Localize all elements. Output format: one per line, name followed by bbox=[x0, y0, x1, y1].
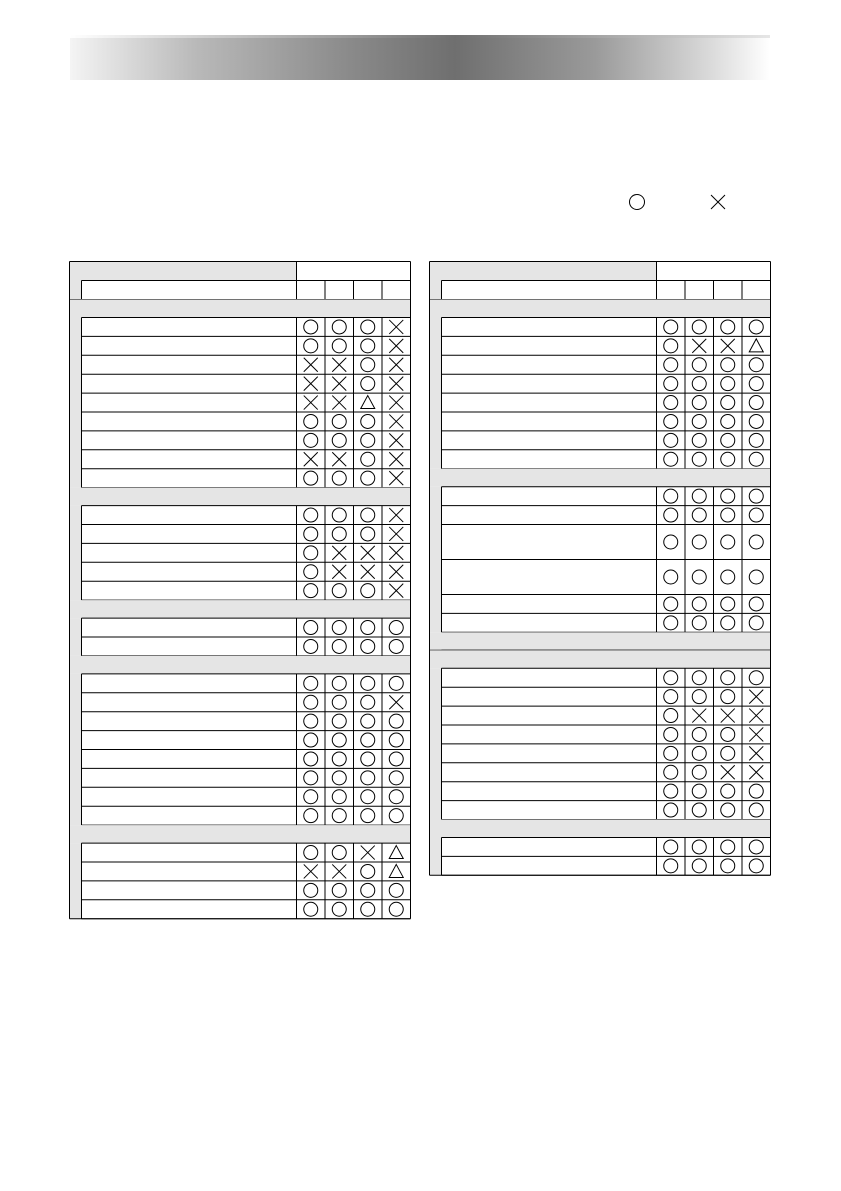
circle-mark-icon bbox=[692, 727, 706, 741]
circle-mark-icon bbox=[749, 508, 763, 522]
circle-mark-icon bbox=[692, 320, 706, 334]
section-band bbox=[430, 650, 771, 668]
circle-mark-icon bbox=[692, 859, 706, 873]
circle-mark-icon bbox=[749, 616, 763, 630]
circle-mark-icon bbox=[721, 671, 735, 685]
circle-mark-icon bbox=[692, 570, 706, 584]
circle-mark-icon bbox=[749, 452, 763, 466]
circle-mark-icon bbox=[664, 690, 678, 704]
cross-mark-icon bbox=[721, 765, 735, 779]
cross-mark-icon bbox=[749, 690, 763, 704]
circle-mark-icon bbox=[692, 377, 706, 391]
circle-mark-icon bbox=[664, 840, 678, 854]
circle-mark-icon bbox=[749, 433, 763, 447]
circle-mark-icon bbox=[721, 535, 735, 549]
section-gutter bbox=[430, 318, 442, 469]
circle-mark-icon bbox=[664, 765, 678, 779]
circle-mark-icon bbox=[692, 396, 706, 410]
circle-mark-icon bbox=[749, 396, 763, 410]
section-band bbox=[430, 632, 771, 650]
circle-mark-icon bbox=[721, 489, 735, 503]
circle-mark-icon bbox=[692, 690, 706, 704]
cross-mark-icon bbox=[749, 727, 763, 741]
circle-mark-icon bbox=[749, 320, 763, 334]
circle-mark-icon bbox=[664, 433, 678, 447]
circle-mark-icon bbox=[664, 489, 678, 503]
circle-mark-icon bbox=[692, 671, 706, 685]
circle-mark-icon bbox=[721, 452, 735, 466]
circle-mark-icon bbox=[664, 339, 678, 353]
circle-mark-icon bbox=[749, 358, 763, 372]
circle-mark-icon bbox=[721, 433, 735, 447]
circle-mark-icon bbox=[749, 840, 763, 854]
circle-mark-icon bbox=[664, 570, 678, 584]
circle-mark-icon bbox=[721, 320, 735, 334]
circle-mark-icon bbox=[721, 377, 735, 391]
circle-mark-icon bbox=[664, 803, 678, 817]
cross-mark-icon bbox=[692, 339, 706, 353]
circle-mark-icon bbox=[692, 535, 706, 549]
subheader-cell bbox=[442, 281, 657, 300]
circle-mark-icon bbox=[664, 320, 678, 334]
circle-mark-icon bbox=[749, 377, 763, 391]
circle-mark-icon bbox=[749, 570, 763, 584]
section-gutter bbox=[430, 487, 442, 633]
circle-mark-icon bbox=[749, 489, 763, 503]
circle-mark-icon bbox=[692, 597, 706, 611]
circle-mark-icon bbox=[664, 746, 678, 760]
circle-mark-icon bbox=[749, 597, 763, 611]
circle-mark-icon bbox=[749, 784, 763, 798]
circle-mark-icon bbox=[664, 452, 678, 466]
circle-mark-icon bbox=[664, 377, 678, 391]
circle-mark-icon bbox=[721, 508, 735, 522]
circle-mark-icon bbox=[692, 433, 706, 447]
circle-mark-icon bbox=[664, 859, 678, 873]
circle-mark-icon bbox=[664, 414, 678, 428]
circle-mark-icon bbox=[664, 616, 678, 630]
circle-mark-icon bbox=[721, 616, 735, 630]
circle-mark-icon bbox=[721, 727, 735, 741]
cross-mark-icon bbox=[721, 709, 735, 723]
circle-mark-icon bbox=[721, 784, 735, 798]
cross-mark-icon bbox=[721, 339, 735, 353]
circle-mark-icon bbox=[664, 396, 678, 410]
circle-mark-icon bbox=[664, 671, 678, 685]
circle-mark-icon bbox=[721, 570, 735, 584]
circle-mark-icon bbox=[664, 727, 678, 741]
cross-mark-icon bbox=[692, 709, 706, 723]
circle-mark-icon bbox=[664, 535, 678, 549]
circle-mark-icon bbox=[749, 535, 763, 549]
section-gutter bbox=[430, 668, 442, 819]
circle-mark-icon bbox=[692, 765, 706, 779]
circle-mark-icon bbox=[664, 358, 678, 372]
circle-mark-icon bbox=[721, 358, 735, 372]
circle-mark-icon bbox=[721, 414, 735, 428]
circle-mark-icon bbox=[749, 859, 763, 873]
circle-mark-icon bbox=[749, 671, 763, 685]
circle-mark-icon bbox=[721, 690, 735, 704]
circle-mark-icon bbox=[721, 840, 735, 854]
circle-mark-icon bbox=[721, 803, 735, 817]
circle-mark-icon bbox=[664, 508, 678, 522]
circle-mark-icon bbox=[749, 414, 763, 428]
circle-mark-icon bbox=[664, 597, 678, 611]
circle-mark-icon bbox=[692, 358, 706, 372]
circle-mark-icon bbox=[692, 508, 706, 522]
cross-mark-icon bbox=[749, 709, 763, 723]
circle-mark-icon bbox=[692, 452, 706, 466]
circle-mark-icon bbox=[692, 746, 706, 760]
circle-mark-icon bbox=[692, 616, 706, 630]
section-band bbox=[430, 469, 771, 487]
circle-mark-icon bbox=[721, 396, 735, 410]
circle-mark-icon bbox=[721, 746, 735, 760]
circle-mark-icon bbox=[664, 784, 678, 798]
section-gutter bbox=[430, 838, 442, 876]
circle-mark-icon bbox=[692, 489, 706, 503]
circle-mark-icon bbox=[721, 597, 735, 611]
section-band bbox=[430, 820, 771, 838]
circle-mark-icon bbox=[692, 840, 706, 854]
cross-mark-icon bbox=[749, 765, 763, 779]
triangle-mark-icon bbox=[749, 339, 763, 352]
circle-mark-icon bbox=[692, 414, 706, 428]
circle-mark-icon bbox=[721, 859, 735, 873]
circle-mark-icon bbox=[664, 709, 678, 723]
circle-mark-icon bbox=[692, 803, 706, 817]
circle-mark-icon bbox=[692, 784, 706, 798]
section-band bbox=[430, 300, 771, 318]
circle-mark-icon bbox=[749, 803, 763, 817]
cross-mark-icon bbox=[749, 746, 763, 760]
